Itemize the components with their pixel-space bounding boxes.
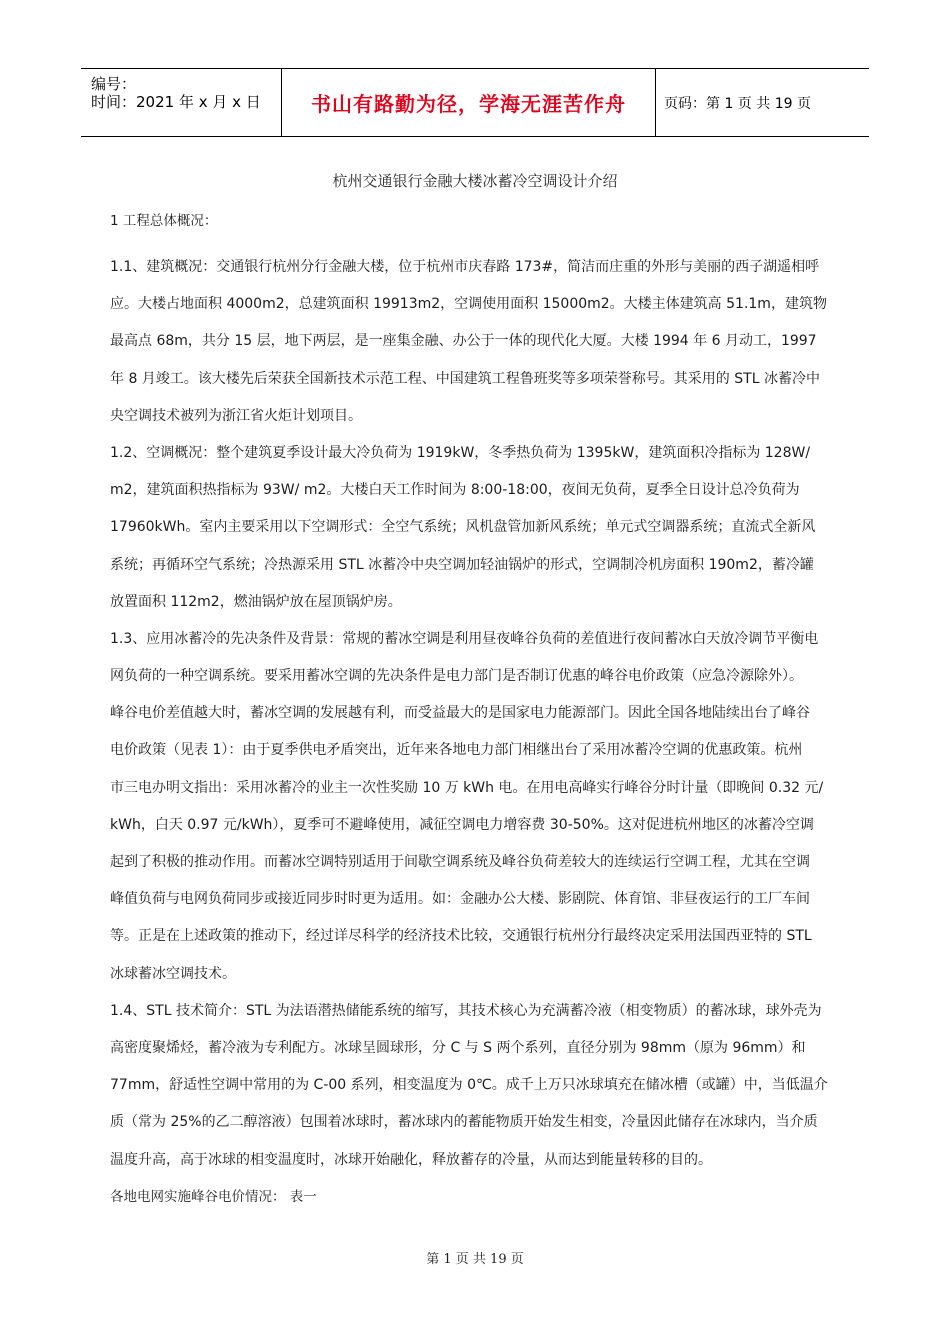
text-line: 峰谷电价差值越大时，蓄冰空调的发展越有利，而受益最大的是国家电力能源部门。因此全国各地陆续出台了峰谷: [110, 705, 810, 722]
paragraph-1-2: [110, 435, 842, 621]
document-header: [81, 68, 869, 137]
paragraph-1-4: [110, 993, 842, 1179]
text-line: 冰球蓄冰空调技术。: [110, 965, 236, 982]
table-caption: 各地电网实施峰谷电价情况： 表一: [110, 1188, 317, 1205]
text-line: 温度升高，高于冰球的相变温度时，冰球开始融化，释放蓄存的冷量，从而达到能量转移的目的。: [110, 1151, 712, 1168]
paragraph-1-1: [110, 249, 842, 435]
text-line: 放置面积 112m2，燃油锅炉放在屋顶锅炉房。: [110, 593, 402, 610]
header-meta-cell: [81, 69, 282, 136]
document-title: 杭州交通银行金融大楼冰蓄冷空调设计介绍: [332, 172, 618, 190]
section-heading: 1 工程总体概况：: [110, 213, 218, 229]
motto-text: 书山有路勤为径，学海无涯苦作舟: [311, 92, 626, 116]
page-info: 页码：第 1 页 共 19 页: [664, 95, 811, 112]
text-line: 峰值负荷与电网负荷同步或接近同步时时更为适用。如：金融办公大楼、影剧院、体育馆、非昼夜运行的工厂车间: [110, 891, 810, 908]
text-line: 起到了积极的推动作用。而蓄冰空调特别适用于间歇空调系统及峰谷负荷差较大的连续运行空调工程，尤其在空调: [110, 854, 810, 870]
text-line: 高密度聚烯烃，蓄冷液为专利配方。冰球呈圆球形，分 C 与 S 两个系列，直径分别为 98mm（原为 96mm）和: [110, 1039, 806, 1056]
number-label: 编号：: [91, 75, 137, 93]
text-line: 1.3、应用冰蓄冷的先决条件及背景：常规的蓄冰空调是利用昼夜峰谷负荷的差值进行夜间蓄冰白天放冷调节平衡电: [110, 630, 819, 647]
text-line: m2，建筑面积热指标为 93W/ m2。大楼白天工作时间为 8:00-18:00，夜间无负荷，夏季全日设计总冷负荷为: [110, 482, 800, 499]
text-line: 市三电办明文指出：采用冰蓄冷的业主一次性奖励 10 万 kWh 电。在用电高峰实行峰谷分时计量（即晚间 0.32 元/: [110, 779, 824, 796]
paragraph-1-3: [110, 621, 842, 993]
page-footer: 第 1 页 共 19 页: [426, 1252, 524, 1267]
text-line: 等。正是在上述政策的推动下，经过详尽科学的经济技术比较，交通银行杭州分行最终决定采用法国西亚特的 STL: [110, 928, 812, 945]
header-page-cell: [656, 69, 869, 136]
text-line: 央空调技术被列为浙江省火炬计划项目。: [110, 407, 362, 424]
text-line: 应。大楼占地面积 4000m2，总建筑面积 19913m2，空调使用面积 15000m2。大楼主体建筑高 51.1m，建筑物: [110, 296, 827, 313]
text-line: 年 8 月竣工。该大楼先后荣获全国新技术示范工程、中国建筑工程鲁班奖等多项荣誉称号。其采用的 STL 冰蓄冷中: [110, 370, 820, 387]
text-line: 1.2、空调概况：整个建筑夏季设计最大冷负荷为 1919kW，冬季热负荷为 1395kW，建筑面积冷指标为 128W/: [110, 444, 811, 461]
text-line: 系统；再循环空气系统；冷热源采用 STL 冰蓄冷中央空调加轻油锅炉的形式，空调制冷机房面积 190m2，蓄冷罐: [110, 556, 814, 573]
text-line: kWh，白天 0.97 元/kWh），夏季可不避峰使用，减征空调电力增容费 30-50%。这对促进杭州地区的冰蓄冷空调: [110, 816, 814, 833]
document-body: [110, 206, 842, 1205]
text-line: 质（常为 25%的乙二醇溶液）包围着冰球时，蓄冰球内的蓄能物质开始发生相变，冷量因此储存在冰球内，当介质: [110, 1114, 818, 1131]
text-line: 77mm，舒适性空调中常用的为 C-00 系列，相变温度为 0℃。成千上万只冰球填充在储冰槽（或罐）中，当低温介: [110, 1077, 828, 1094]
header-motto-cell: [282, 69, 656, 136]
text-line: 电价政策（见表 1）：由于夏季供电矛盾突出，近年来各地电力部门相继出台了采用冰蓄冷空调的优惠政策。杭州: [110, 742, 803, 759]
text-line: 网负荷的一种空调系统。要采用蓄冰空调的先决条件是电力部门是否制订优惠的峰谷电价政策（应急冷源除外）。: [110, 668, 803, 685]
time-label: 时间：2021 年 x 月 x 日: [91, 93, 261, 111]
text-line: 1.4、STL 技术简介：STL 为法语潜热储能系统的缩写，其技术核心为充满蓄冷液（相变物质）的蓄冰球，球外壳为: [110, 1002, 822, 1019]
text-line: 最高点 68m，共分 15 层，地下两层，是一座集金融、办公于一体的现代化大厦。大楼 1994 年 6 月动工，1997: [110, 333, 817, 350]
text-line: 17960kWh。室内主要采用以下空调形式：全空气系统；风机盘管加新风系统；单元式空调器系统；直流式全新风: [110, 519, 816, 536]
text-line: 1.1、建筑概况：交通银行杭州分行金融大楼，位于杭州市庆春路 173#，简洁而庄重的外形与美丽的西子湖遥相呼: [110, 259, 820, 275]
